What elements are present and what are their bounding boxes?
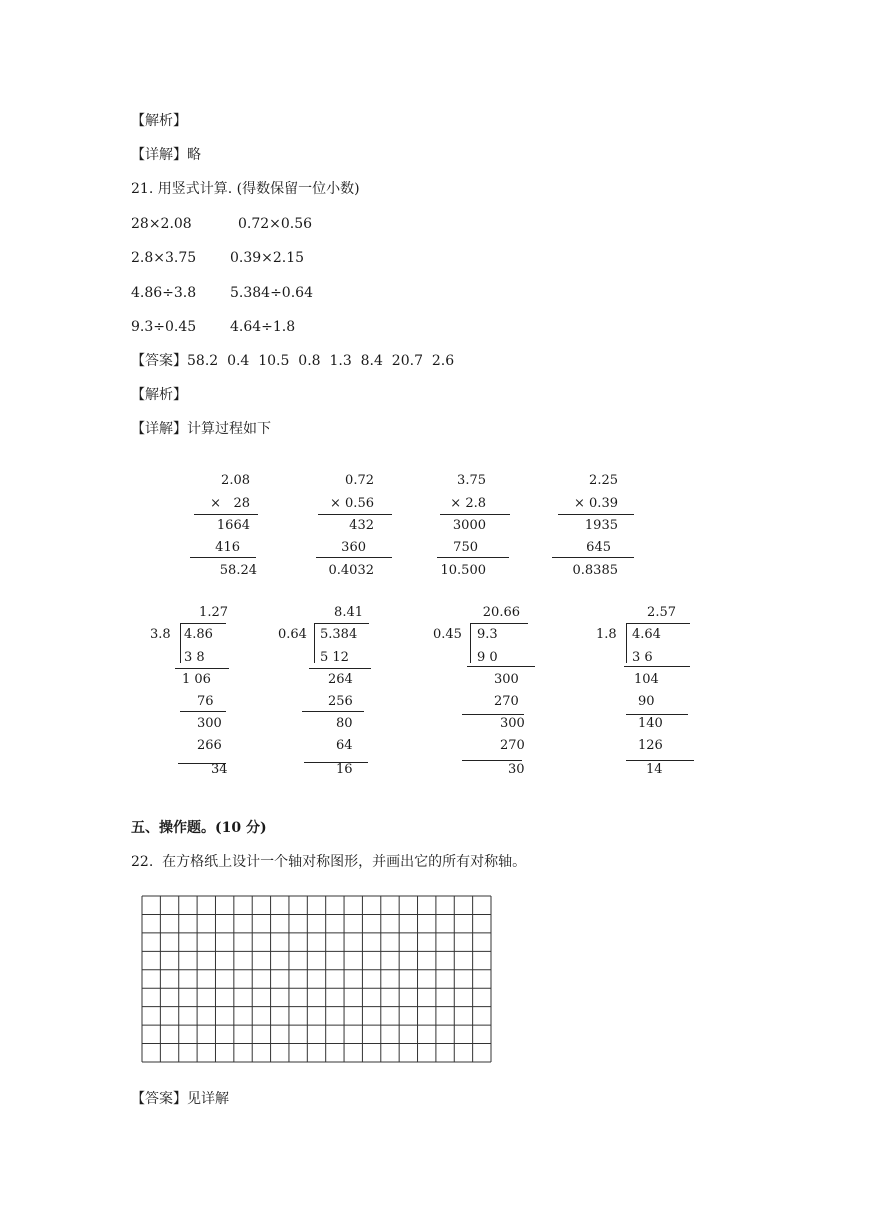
quotient: 1.27 [199, 605, 228, 620]
grid-paper [141, 895, 493, 1063]
expr-2: 0.72×0.56 [238, 216, 313, 232]
step: 270 [494, 694, 519, 709]
rule [440, 514, 510, 515]
step: 64 [336, 738, 353, 753]
analysis-heading-2: 【解析】 [131, 387, 187, 403]
step: 3 6 [632, 650, 653, 665]
quotient: 20.66 [482, 605, 520, 620]
step: 14 [646, 762, 663, 777]
rule [302, 711, 364, 712]
product: 0.4032 [328, 563, 374, 578]
step: 104 [634, 672, 659, 687]
rule [624, 666, 690, 667]
partial-2: 416 [215, 540, 240, 555]
product: 58.24 [219, 563, 257, 578]
expr-4: 0.39×2.15 [230, 250, 305, 266]
product: 10.500 [440, 563, 486, 578]
rule [470, 623, 528, 624]
dividend: 9.3 [477, 627, 498, 642]
partial-1: 1935 [584, 518, 618, 533]
mult-factor-a: 0.72 [345, 473, 374, 488]
mult-factor-b: × 28 [210, 496, 250, 511]
rule [190, 557, 256, 558]
step: 300 [500, 716, 525, 731]
mult-factor-a: 3.75 [457, 473, 486, 488]
question-22: 22. 在方格纸上设计一个轴对称图形，并画出它的所有对称轴。 [131, 854, 527, 870]
step: 300 [197, 716, 222, 731]
rule [552, 557, 634, 558]
step: 30 [508, 762, 525, 777]
step: 34 [211, 762, 228, 777]
rule [318, 514, 392, 515]
step: 80 [336, 716, 353, 731]
expr-3: 2.8×3.75 [131, 250, 197, 266]
step: 140 [638, 716, 663, 731]
product: 0.8385 [572, 563, 618, 578]
divisor: 0.64 [278, 627, 307, 642]
step: 126 [638, 738, 663, 753]
step: 264 [328, 672, 353, 687]
rule [462, 760, 522, 761]
rule [462, 714, 524, 715]
dividend: 5.384 [320, 627, 358, 642]
expr-8: 4.64÷1.8 [230, 319, 296, 335]
rule [626, 623, 690, 624]
step: 76 [197, 694, 214, 709]
step: 16 [336, 762, 353, 777]
partial-2: 645 [586, 540, 611, 555]
partial-2: 750 [453, 540, 478, 555]
rule [180, 623, 226, 624]
step: 9 0 [477, 650, 498, 665]
step: 5 12 [320, 650, 349, 665]
question-21: 21. 用竖式计算. (得数保留一位小数) [131, 181, 360, 197]
rule [470, 623, 471, 663]
rule [180, 711, 226, 712]
rule [316, 557, 392, 558]
step: 1 06 [182, 672, 211, 687]
partial-1: 3000 [452, 518, 486, 533]
rule [558, 514, 634, 515]
partial-2: 360 [341, 540, 366, 555]
rule [314, 623, 369, 624]
step: 90 [638, 694, 655, 709]
answer-22: 【答案】见详解 [131, 1091, 229, 1107]
rule [626, 623, 627, 663]
step: 270 [500, 738, 525, 753]
quotient: 8.41 [334, 605, 363, 620]
expr-7: 9.3÷0.45 [131, 319, 197, 335]
rule [175, 668, 229, 669]
rule [626, 714, 688, 715]
mult-factor-a: 2.08 [221, 473, 250, 488]
mult-factor-b: × 0.56 [330, 496, 374, 511]
rule [194, 514, 258, 515]
step: 300 [494, 672, 519, 687]
quotient: 2.57 [647, 605, 676, 620]
divisor: 0.45 [433, 627, 462, 642]
divisor: 1.8 [596, 627, 617, 642]
partial-1: 432 [349, 518, 374, 533]
detail-heading: 【详解】略 [131, 147, 201, 163]
dividend: 4.64 [632, 627, 661, 642]
mult-factor-a: 2.25 [589, 473, 618, 488]
answer-21: 【答案】58.2 0.4 10.5 0.8 1.3 8.4 20.7 2.6 [131, 353, 455, 369]
rule [314, 623, 315, 663]
step: 266 [197, 738, 222, 753]
rule [309, 668, 371, 669]
expr-1: 28×2.08 [131, 216, 192, 232]
rule [467, 666, 535, 667]
divisor: 3.8 [150, 627, 171, 642]
section-title: 五、操作题。(10 分) [131, 820, 267, 836]
expr-5: 4.86÷3.8 [131, 285, 197, 301]
analysis-heading: 【解析】 [131, 113, 187, 129]
step: 3 8 [184, 650, 205, 665]
rule [626, 760, 694, 761]
rule [180, 623, 181, 663]
mult-factor-b: × 2.8 [450, 496, 486, 511]
mult-factor-b: × 0.39 [574, 496, 618, 511]
step: 256 [328, 694, 353, 709]
expr-6: 5.384÷0.64 [230, 285, 313, 301]
rule [437, 557, 509, 558]
dividend: 4.86 [184, 627, 213, 642]
partial-1: 1664 [216, 518, 250, 533]
detail-heading-2: 【详解】计算过程如下 [131, 421, 271, 437]
